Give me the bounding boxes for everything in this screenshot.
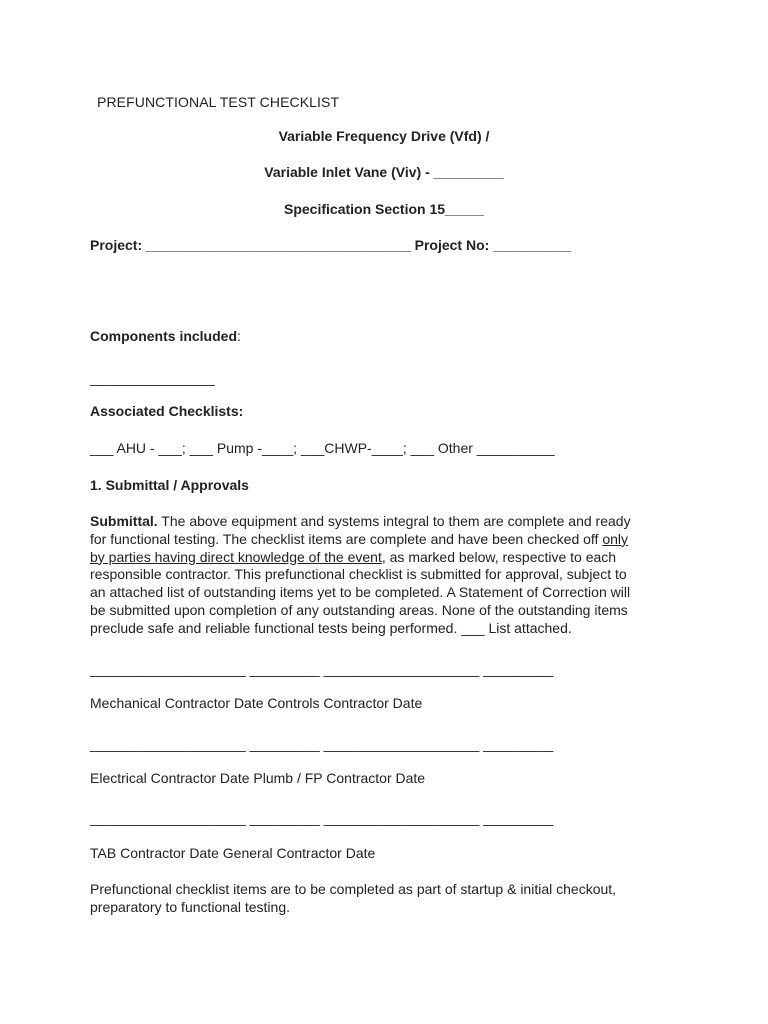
components-blank-line: ________________ — [90, 370, 215, 386]
submittal-underlined-parties: by parties having direct knowledge of the event — [90, 548, 382, 565]
submittal-underlined-only: only — [602, 530, 629, 547]
signature-line-row-3: ____________________ _________ ____________________ _________ — [90, 810, 554, 826]
submittal-line-1 — [90, 513, 680, 531]
associated-checklists-label: Associated Checklists: — [90, 403, 244, 419]
signature-line-row-1: ____________________ _________ ____________________ _________ — [90, 661, 554, 677]
submittal-line-6: be submitted upon completion of any outstanding areas. None of the outstanding items — [90, 601, 628, 618]
submittal-line-2 — [90, 531, 680, 549]
document-title: PREFUNCTIONAL TEST CHECKLIST — [97, 94, 340, 110]
submittal-text-1: The above equipment and systems integral to them are complete and ready — [157, 513, 631, 529]
footer-line-1: Prefunctional checklist items are to be completed as part of startup & initial checkout, — [90, 881, 617, 897]
equipment-title-line1: Variable Frequency Drive (Vfd) / — [278, 128, 490, 144]
footer-note — [90, 880, 616, 916]
section-heading-submittal-approvals: 1. Submittal / Approvals — [90, 477, 249, 493]
signature-labels-row-2: Electrical Contractor Date Plumb / FP Contractor Date — [90, 770, 426, 786]
submittal-lead: Submittal. — [90, 513, 158, 529]
components-label: Components included — [90, 328, 237, 344]
signature-labels-row-3: TAB Contractor Date General Contractor Date — [90, 845, 376, 861]
submittal-line-7: preclude safe and reliable functional tests being performed. ___ List attached. — [90, 619, 572, 636]
submittal-line-5: an attached list of outstanding items yet to be completed. A Statement of Correction will — [90, 584, 631, 601]
signature-labels-row-1: Mechanical Contractor Date Controls Contractor Date — [90, 695, 423, 711]
project-line: Project: __________________________________ Project No: __________ — [90, 237, 572, 253]
submittal-text-3: , as marked below, respective to each — [381, 548, 617, 565]
footer-line-2: preparatory to functional testing. — [90, 899, 291, 915]
submittal-paragraph — [90, 513, 680, 638]
submittal-line-4: responsible contractor. This prefunctional checklist is submitted for approval, subject to — [90, 566, 627, 583]
specification-section: Specification Section 15_____ — [284, 201, 484, 217]
submittal-line-3 — [90, 549, 680, 567]
submittal-text-2: for functional testing. The checklist items are complete and have been checked off — [90, 530, 603, 547]
associated-checklists-items: ___ AHU - ___; ___ Pump -____; ___CHWP-____; ___ Other __________ — [90, 440, 555, 456]
equipment-title-line2: Variable Inlet Vane (Viv) - _________ — [264, 164, 504, 180]
components-included — [90, 328, 241, 344]
components-colon: : — [237, 328, 241, 344]
signature-line-row-2: ____________________ _________ ____________________ _________ — [90, 736, 554, 752]
